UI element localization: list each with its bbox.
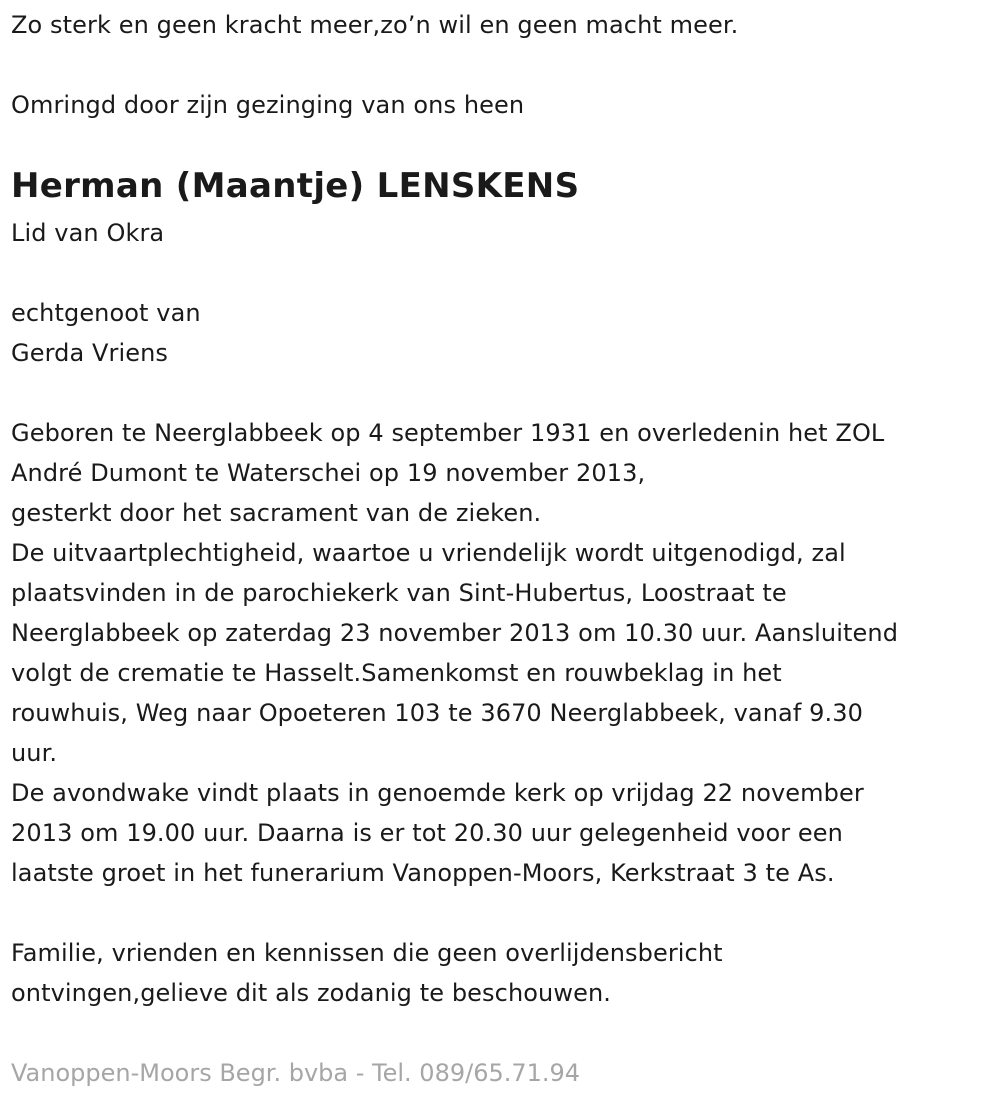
notice-body — [11, 413, 898, 893]
body-line: Geboren te Neerglabbeek op 4 september 1931 en overledenin het ZOL — [11, 419, 885, 447]
body-line: gesterkt door het sacrament van de zieken. — [11, 499, 542, 527]
body-line: laatste groet in het funerarium Vanoppen-Moors, Kerkstraat 3 te As. — [11, 859, 835, 887]
membership-line: Lid van Okra — [11, 219, 165, 247]
body-line: De uitvaartplechtigheid, waartoe u vriendelijk wordt uitgenodigd, zal — [11, 539, 846, 567]
body-line: Neerglabbeek op zaterdag 23 november 2013 om 10.30 uur. Aansluitend — [11, 619, 899, 647]
spouse-block — [11, 293, 201, 373]
funeral-home-footer: Vanoppen-Moors Begr. bvba - Tel. 089/65.71.94 — [11, 1059, 581, 1087]
body-line: volgt de crematie te Hasselt.Samenkomst en rouwbeklag in het — [11, 659, 782, 687]
body-line: De avondwake vindt plaats in genoemde kerk op vrijdag 22 november — [11, 779, 864, 807]
spouse-relation: echtgenoot van — [11, 299, 201, 327]
body-line: 2013 om 19.00 uur. Daarna is er tot 20.30 uur gelegenheid voor een — [11, 819, 843, 847]
spouse-name: Gerda Vriens — [11, 339, 169, 367]
deceased-name: Herman (Maantje) LENSKENS — [11, 166, 580, 206]
surrounded-line: Omringd door zijn gezinging van ons heen — [11, 91, 525, 119]
body-line: rouwhuis, Weg naar Opoeteren 103 te 3670 Neerglabbeek, vanaf 9.30 — [11, 699, 863, 727]
intro-quote: Zo sterk en geen kracht meer,zo’n wil en geen macht meer. — [11, 11, 739, 39]
family-line: Familie, vrienden en kennissen die geen overlijdensbericht — [11, 939, 723, 967]
body-line: plaatsvinden in de parochiekerk van Sint-Hubertus, Loostraat te — [11, 579, 787, 607]
family-note — [11, 933, 723, 1013]
family-line: ontvingen,gelieve dit als zodanig te beschouwen. — [11, 979, 611, 1007]
body-line: André Dumont te Waterschei op 19 november 2013, — [11, 459, 646, 487]
body-line: uur. — [11, 739, 58, 767]
